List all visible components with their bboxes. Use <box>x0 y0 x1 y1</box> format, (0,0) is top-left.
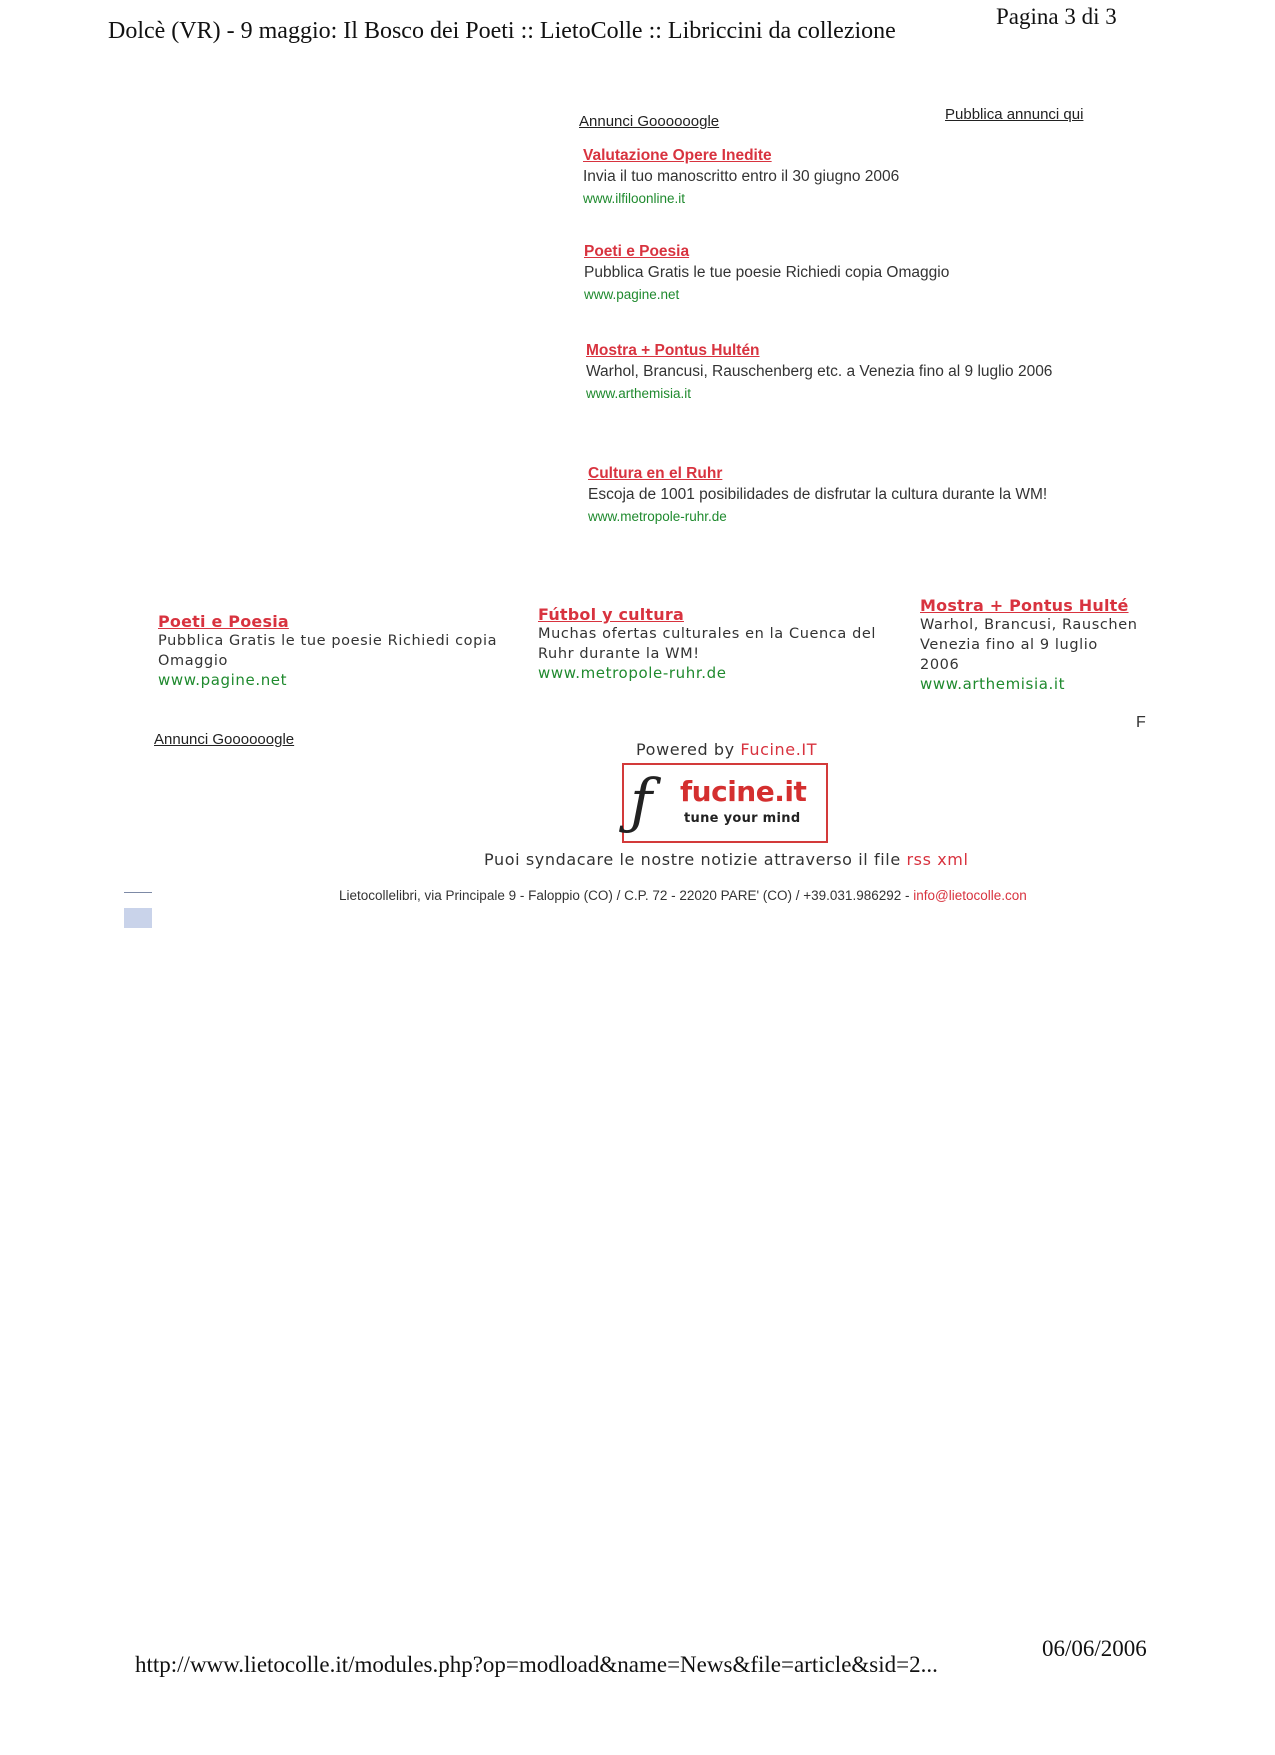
powered-by <box>636 740 817 759</box>
logo-tagline: tune your mind <box>684 811 801 826</box>
ad-url-link[interactable]: www.ilfiloonline.it <box>583 191 686 206</box>
ad-url-link[interactable]: www.metropole-ruhr.de <box>588 509 727 524</box>
ad-text: Warhol, Brancusi, Rauschenberg etc. a Venezia fino al 9 luglio 2006 <box>586 363 1053 380</box>
syndicate-line <box>484 850 969 869</box>
fucine-f-icon: ƒ <box>630 767 653 837</box>
sidebar-ad-3 <box>586 342 1086 401</box>
bottom-ad-2 <box>538 605 888 682</box>
ad-title-link[interactable]: Cultura en el Ruhr <box>588 465 723 482</box>
address-text: Lietocollelibri, via Principale 9 - Faloppio (CO) / C.P. 72 - 22020 PARE' (CO) / +39.031.986292 - <box>339 888 910 903</box>
ad-text: Pubblica Gratis le tue poesie Richiedi copia Omaggio <box>158 633 498 669</box>
powered-by-label: Powered by <box>636 740 735 759</box>
ad-url-link[interactable]: www.pagine.net <box>584 287 680 302</box>
side-divider <box>124 892 152 893</box>
print-header-title: Dolcè (VR) - 9 maggio: Il Bosco dei Poeti :: LietoColle :: Libriccini da collezione <box>108 18 896 44</box>
publish-ads-link[interactable]: Pubblica annunci qui <box>945 106 1084 123</box>
ad-url-link[interactable]: www.arthemisia.it <box>586 386 692 401</box>
fucine-logo[interactable] <box>622 763 828 843</box>
footer-address <box>339 888 1027 903</box>
print-header-page: Pagina 3 di 3 <box>996 4 1117 29</box>
rss-xml-link[interactable]: rss xml <box>906 850 969 869</box>
email-link[interactable]: info@lietocolle.con <box>913 888 1027 903</box>
powered-by-link[interactable]: Fucine.IT <box>740 740 818 759</box>
ad-text: Muchas ofertas culturales en la Cuenca del Ruhr durante la WM! <box>538 626 877 662</box>
ad-title-link[interactable]: Poeti e Poesia <box>158 612 289 631</box>
bottom-ad-1 <box>158 612 508 689</box>
ad-text: Pubblica Gratis le tue poesie Richiedi copia Omaggio <box>584 264 950 281</box>
ad-url-link[interactable]: www.pagine.net <box>158 671 288 689</box>
ad-title-link[interactable]: Fútbol y cultura <box>538 605 684 624</box>
bottom-ad-3 <box>920 596 1142 693</box>
sidebar-ad-1 <box>583 147 1113 206</box>
logo-name: fucine.it <box>680 775 807 808</box>
ad-url-link[interactable]: www.arthemisia.it <box>920 675 1066 693</box>
ad-title-link[interactable]: Poeti e Poesia <box>584 243 690 260</box>
ad-url-link[interactable]: www.metropole-ruhr.de <box>538 664 727 682</box>
ad-title-link[interactable]: Valutazione Opere Inedite <box>583 147 772 164</box>
ad-text: Invia il tuo manoscritto entro il 30 giugno 2006 <box>583 168 900 185</box>
print-footer-date: 06/06/2006 <box>1042 1636 1147 1661</box>
sidebar-ad-2 <box>584 243 1114 302</box>
ad-title-link[interactable]: Mostra + Pontus Hulté <box>920 596 1129 615</box>
syndicate-text: Puoi syndacare le nostre notizie attraverso il file <box>484 850 901 869</box>
side-image-placeholder <box>124 908 152 928</box>
ads-label-link[interactable]: Annunci Goooooogle <box>579 113 720 130</box>
ad-text: Warhol, Brancusi, Rauschen Venezia fino al 9 luglio 2006 <box>920 617 1138 673</box>
ad-title-link[interactable]: Mostra + Pontus Hultén <box>586 342 760 359</box>
print-footer-url: http://www.lietocolle.it/modules.php?op=modload&name=News&file=article&sid=2... <box>135 1652 938 1677</box>
ad-text: Escoja de 1001 posibilidades de disfrutar la cultura durante la WM! <box>588 486 1048 503</box>
bottom-ads-label-link[interactable]: Annunci Goooooogle <box>154 731 295 748</box>
truncated-char: F <box>1136 714 1146 731</box>
sidebar-ad-4 <box>588 465 1148 524</box>
bottom-ad-3-clip <box>920 596 1142 693</box>
